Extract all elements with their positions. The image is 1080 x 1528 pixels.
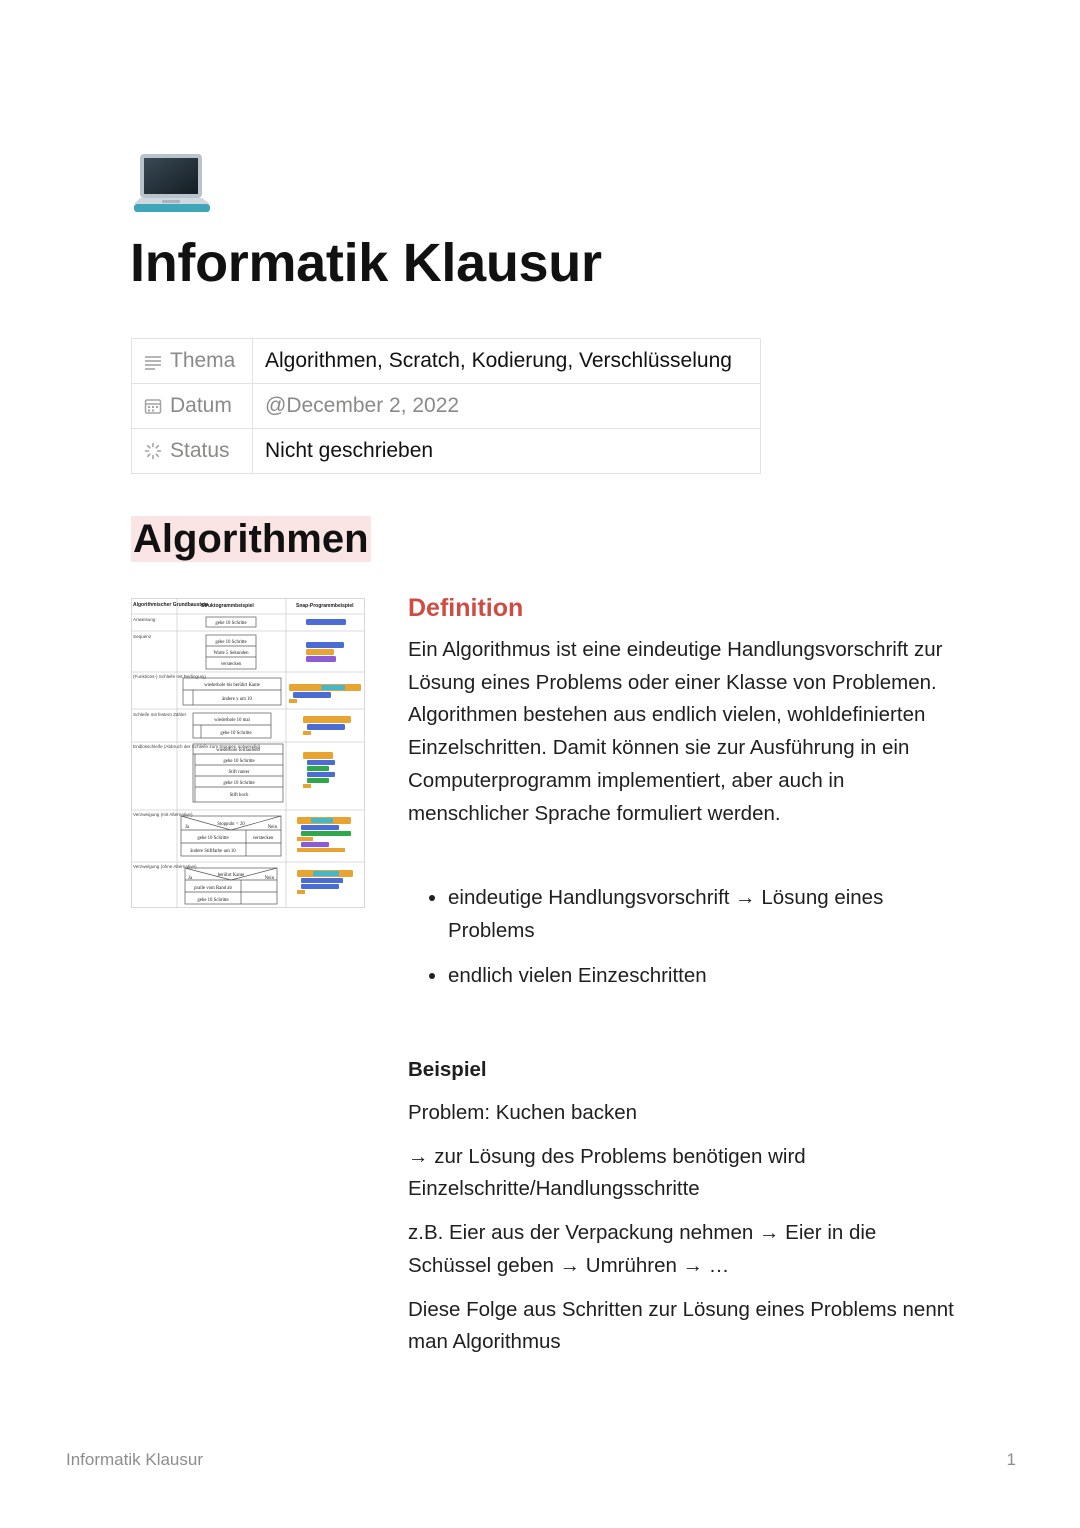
property-row-status [132, 429, 761, 474]
property-key-datum: Datum [132, 384, 253, 429]
example-paragraph: → zur Lösung des Problems benötigen wird Einzelschritte/Handlungsschritte [408, 1144, 806, 1201]
example-paragraph: Problem: Kuchen backen [408, 1101, 638, 1125]
svg-text:verstecken: verstecken [252, 836, 274, 841]
svg-text:Verzweigung (ohne Alternative): Verzweigung (ohne Alternative) [133, 864, 197, 869]
svg-text:Anweisung: Anweisung [133, 617, 156, 622]
svg-text:Nein: Nein [264, 876, 274, 881]
properties-table [131, 338, 761, 474]
svg-text:Schleife mit festem Zähler: Schleife mit festem Zähler [133, 712, 187, 717]
svg-text:Ja: Ja [185, 825, 189, 830]
list-item: • endlich vielen Einzeschritten [448, 960, 958, 993]
svg-text:Struktogrammbeispiel: Struktogrammbeispiel [201, 603, 254, 609]
page-number: 1 [1006, 1450, 1016, 1469]
svg-text:gehe 10 Schritte: gehe 10 Schritte [220, 731, 252, 736]
svg-text:wiederhole fortlaufend: wiederhole fortlaufend [216, 748, 260, 753]
svg-text:(Funktions-) Schleife mit Bedi: (Funktions-) Schleife mit Bedingung [133, 674, 206, 679]
svg-text:Snap-Programmbeispiel: Snap-Programmbeispiel [296, 603, 354, 609]
svg-text:gehe 10 Schritte: gehe 10 Schritte [197, 836, 229, 841]
algorithm-building-blocks-image [131, 598, 365, 908]
property-value-datum[interactable]: @December 2, 2022 [253, 384, 761, 429]
property-value-status[interactable]: Nicht geschrieben [253, 429, 761, 474]
status-spinner-icon [144, 442, 162, 460]
footer-title: Informatik Klausur [66, 1450, 203, 1469]
page-title: Informatik Klausur [130, 233, 602, 293]
example-paragraph: Diese Folge aus Schritten zur Lösung eines Problems nennt man Algorithmus [408, 1297, 954, 1354]
example-heading: Beispiel [408, 1058, 487, 1082]
example-paragraph: z.B. Eier aus der Verpackung nehmen → Eier in die Schüssel geben → Umrühren → … [408, 1221, 877, 1277]
definition-text: Ein Algorithmus ist eine eindeutige Handlungsvorschrift zur Lösung eines Problems oder einer Klasse von Problemen. Algorithmen bestehen aus endlich vielen, wohldefinierten Einzelschritten. Damit können sie zur Ausführung in ein Computerprogramm implementiert, aber auch in menschlicher Sprache formuliert werden. [408, 638, 943, 825]
definition-heading: Definition [408, 594, 524, 622]
svg-text:Ja: Ja [188, 876, 192, 881]
text-lines-icon [144, 354, 162, 370]
svg-text:wiederhole bis berührt Kante: wiederhole bis berührt Kante [204, 683, 260, 688]
svg-text:Algorithmischer Grundbaustein: Algorithmischer Grundbaustein [133, 602, 209, 608]
property-value-thema[interactable]: Algorithmen, Scratch, Kodierung, Verschlüsselung [253, 339, 761, 384]
svg-text:Verzweigung (mit Alternative): Verzweigung (mit Alternative) [133, 812, 193, 817]
svg-text:berührt Kante: berührt Kante [217, 873, 245, 878]
svg-text:verstecken: verstecken [220, 662, 242, 667]
svg-text:ändere Stiftfarbe um 10: ändere Stiftfarbe um 10 [190, 849, 236, 854]
content-column [408, 588, 958, 1370]
svg-text:gehe 10 Schritte: gehe 10 Schritte [215, 640, 247, 645]
svg-text:Warte 5 Sekunden: Warte 5 Sekunden [213, 651, 249, 656]
section-heading: Algorithmen [133, 517, 369, 561]
svg-text:Stift hoch: Stift hoch [229, 793, 249, 798]
laptop-icon [132, 152, 212, 218]
property-key-thema: Thema [132, 339, 253, 384]
svg-text:ändere x um 10: ändere x um 10 [222, 697, 252, 702]
svg-text:gehe 10 Schritte: gehe 10 Schritte [223, 759, 255, 764]
svg-text:Nein: Nein [267, 825, 277, 830]
svg-text:Stoppuhr < 20: Stoppuhr < 20 [217, 822, 245, 827]
svg-text:prallе vom Rand ab: prallе vom Rand ab [194, 886, 232, 891]
svg-text:gehe 10 Schritte: gehe 10 Schritte [197, 898, 229, 903]
calendar-icon [144, 397, 162, 415]
svg-text:Sequenz: Sequenz [133, 634, 152, 639]
svg-text:wiederhole 10 mal: wiederhole 10 mal [214, 718, 250, 723]
property-row-thema [132, 339, 761, 384]
property-key-status: Status [132, 429, 253, 474]
list-item: • eindeutige Handlungsvorschrift → Lösung eines Problems [448, 882, 958, 947]
svg-text:Endlosschleife (Abbruch der Sc: Endlosschleife (Abbruch der Schleife zum Stoppen notwendig) [133, 744, 261, 749]
svg-text:gehe 10 Schritte: gehe 10 Schritte [223, 781, 255, 786]
property-row-datum [132, 384, 761, 429]
bullet-list [408, 882, 958, 992]
svg-text:Stift runter: Stift runter [228, 770, 250, 775]
svg-text:gehe 10 Schritte: gehe 10 Schritte [215, 621, 247, 626]
